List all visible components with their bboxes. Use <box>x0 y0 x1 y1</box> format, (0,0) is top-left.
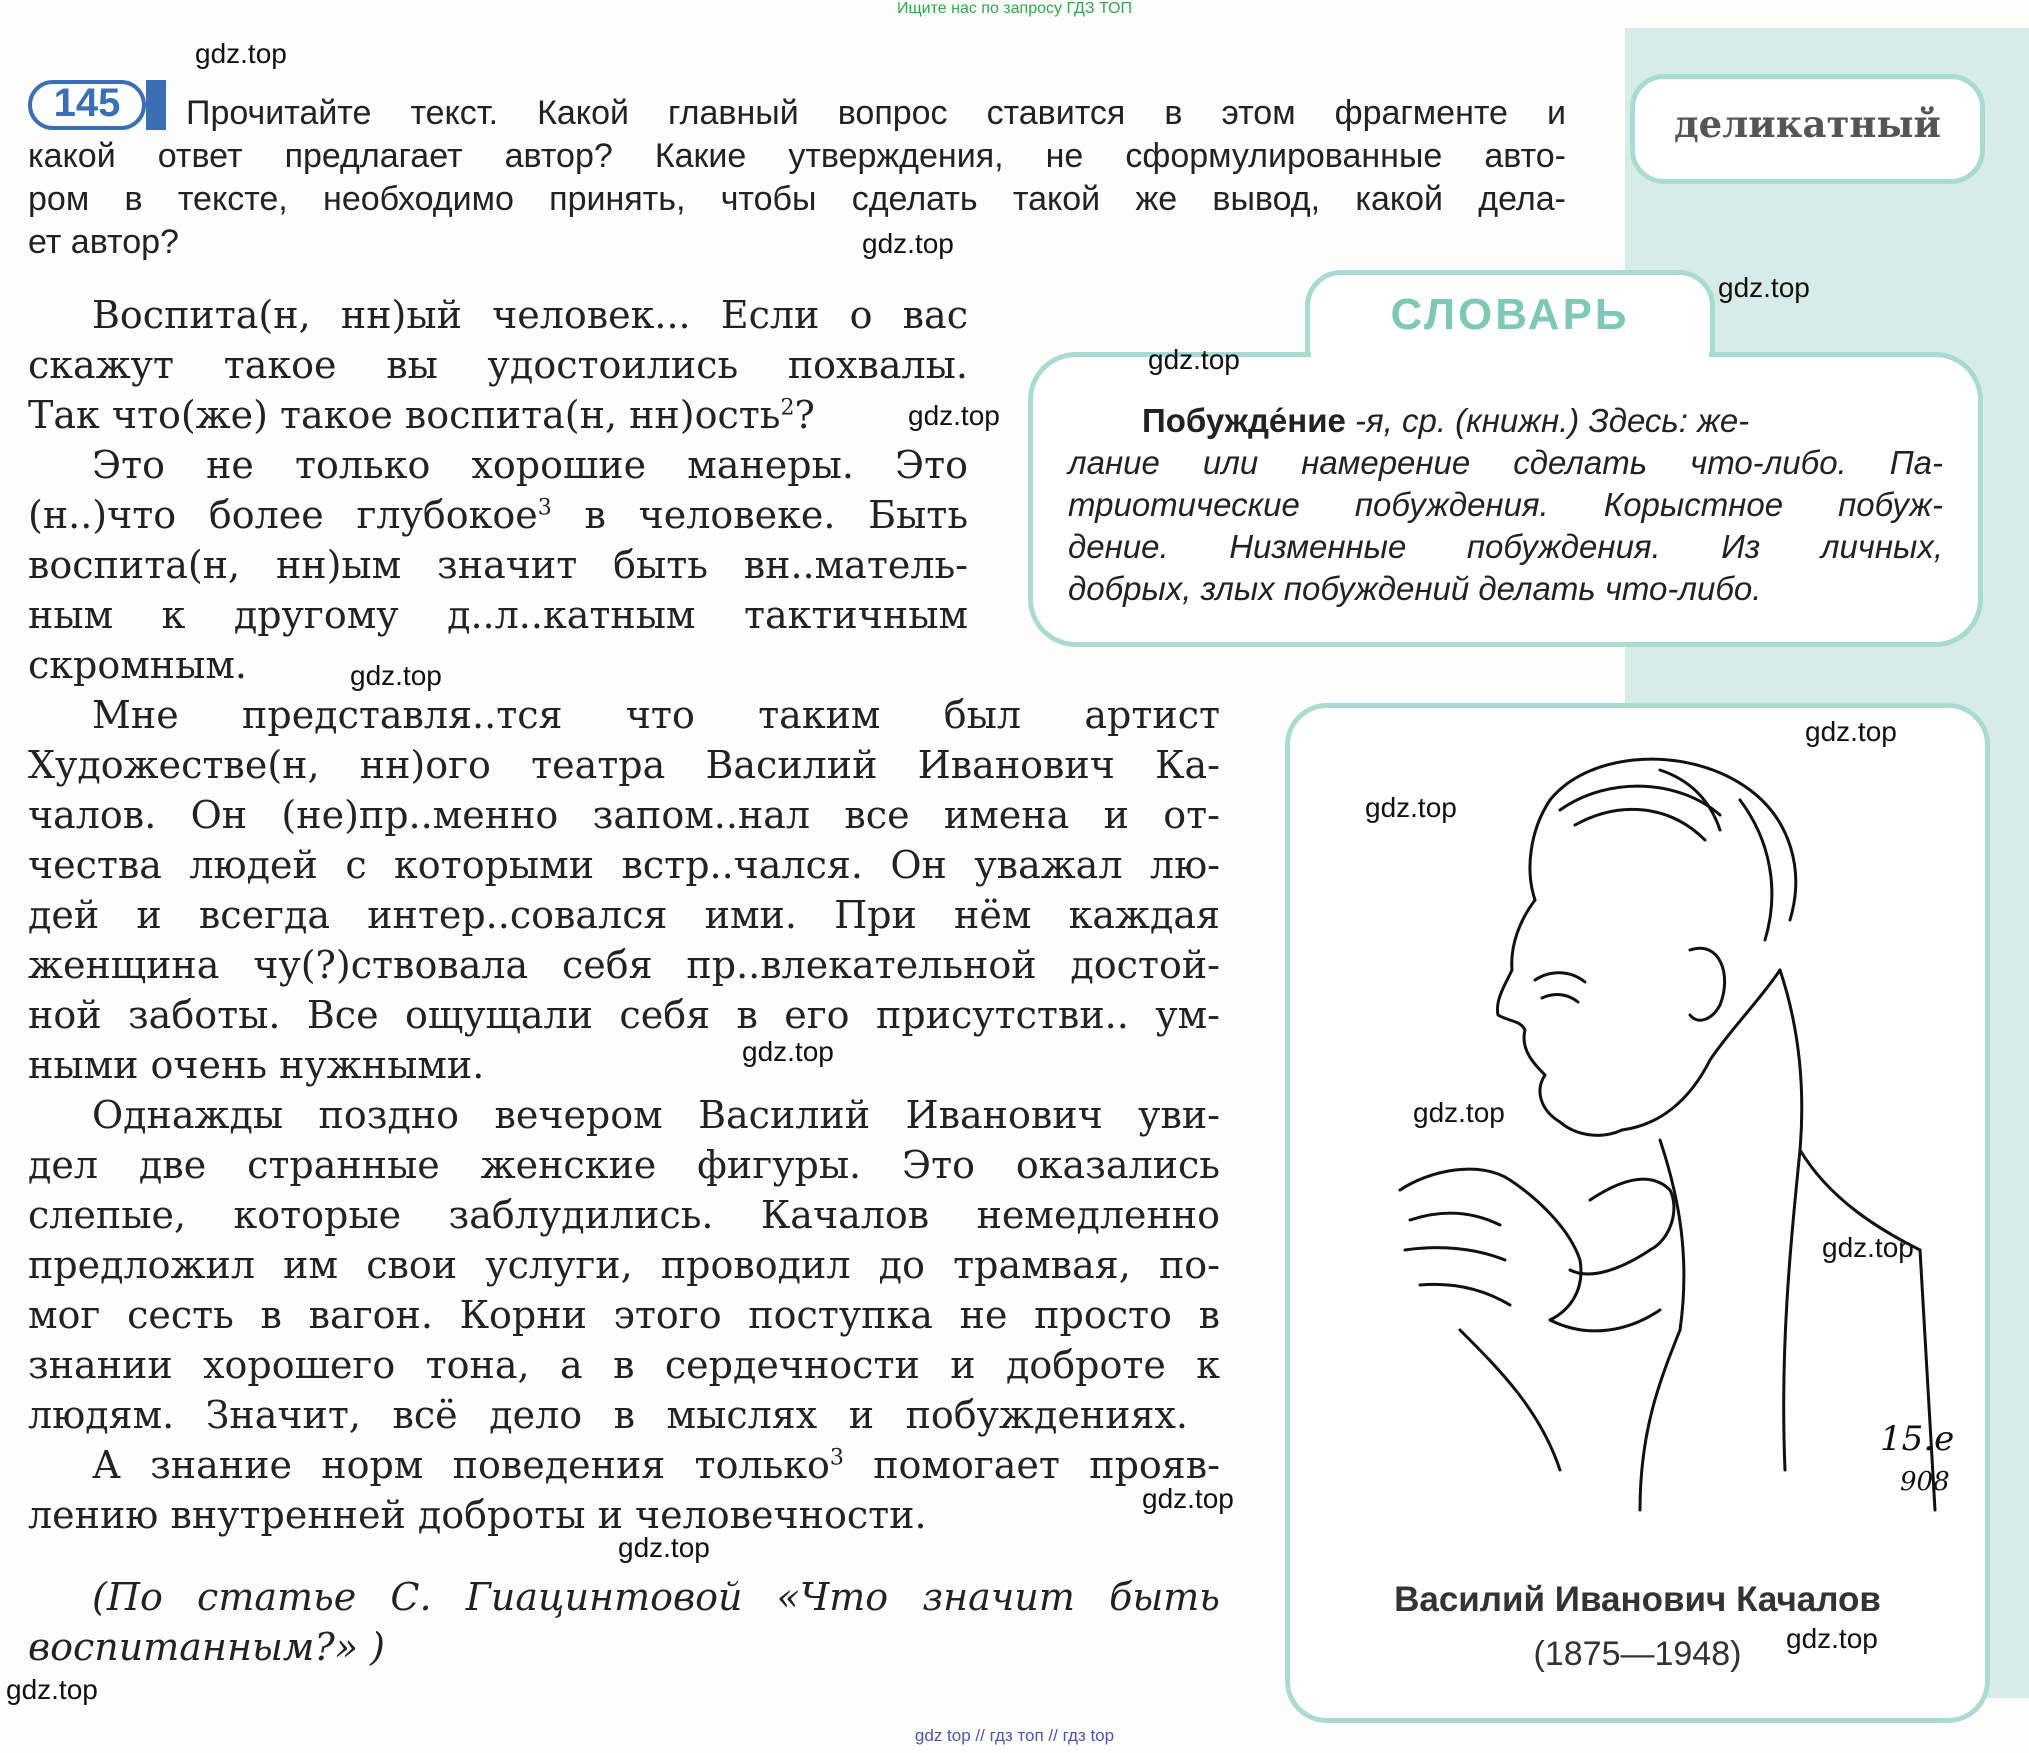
text-fragment: (н..)что более глубокое <box>28 493 538 537</box>
watermark: gdz.top <box>742 1036 834 1067</box>
text-line: чалов. Он (не)пр..менно запом..нал все имена и от- <box>28 793 1220 837</box>
text-line: Художестве(н, нн)ого театра Василий Иванович Ка- <box>28 743 1220 787</box>
vocabulary-line-1-text: -я, ср. (книжн.) Здесь: же- <box>1345 402 1750 439</box>
watermark: gdz.top <box>1142 1483 1234 1514</box>
portrait-years: (1875—1948) <box>1533 1635 1742 1673</box>
text-line: ным к другому д..л..катным тактичным <box>28 593 968 637</box>
vocabulary-tab-joint <box>1311 345 1709 359</box>
vocabulary-line-1 <box>1142 400 1942 442</box>
portrait-signature-date: 908 <box>1900 1467 1950 1497</box>
watermark: gdz.top <box>1822 1232 1914 1263</box>
word-bubble-text: деликатный <box>1674 102 1941 146</box>
text-line: ными очень нужными. <box>28 1043 485 1087</box>
watermark: gdz.top <box>1805 716 1897 747</box>
bottom-banner[interactable]: gdz top // гдз топ // гдз top <box>914 1726 1115 1745</box>
text-line <box>28 390 815 440</box>
watermark: gdz.top <box>618 1532 710 1563</box>
text-fragment: Так что(же) такое воспита(н, нн)ость <box>28 393 781 437</box>
text-line: ной заботы. Все ощущали себя в его присутстви.. ум- <box>28 993 1220 1037</box>
watermark: gdz.top <box>195 38 287 69</box>
instruction-line-1: Прочитайте текст. Какой главный вопрос ставится в этом фрагменте и <box>186 94 1566 132</box>
task-number: 145 <box>53 81 121 125</box>
portrait-name: Василий Иванович Качалов <box>1394 1580 1881 1619</box>
footnote-mark: 3 <box>829 1445 844 1471</box>
top-banner[interactable]: Ищите нас по запросу ГДЗ ТОП <box>897 0 1132 17</box>
text-line: людям. Значит, всё дело в мыслях и побуждениях. <box>28 1393 1188 1437</box>
instruction-line-4: ет автор? <box>28 223 179 261</box>
text-line: скажут такое вы удостоились похвалы. <box>28 343 968 387</box>
watermark: gdz.top <box>6 1674 98 1705</box>
text-line <box>28 490 968 540</box>
vocabulary-headword: Побужде́ние <box>1142 402 1346 439</box>
text-line: дей и всегда интер..совался ими. При нём каждая <box>28 893 1220 937</box>
watermark: gdz.top <box>908 400 1000 431</box>
vocabulary-line-4: дение. Низменные побуждения. Из личных, <box>1068 528 1943 565</box>
text-line: Воспита(н, нн)ый человек... Если о вас <box>92 293 968 337</box>
source-line: воспитанным?» ) <box>28 1625 385 1669</box>
text-fragment: помогает прояв- <box>843 1443 1220 1487</box>
text-line: Это не только хорошие манеры. Это <box>92 443 968 487</box>
text-line: слепые, которые заблудились. Качалов немедленно <box>28 1193 1220 1237</box>
footnote-mark: 3 <box>537 495 552 521</box>
instruction-line-2: какой ответ предлагает автор? Какие утверждения, не сформулированные авто- <box>28 137 1566 175</box>
vocabulary-title: СЛОВАРЬ <box>1390 290 1630 339</box>
text-fragment: в человеке. Быть <box>551 493 969 537</box>
watermark: gdz.top <box>1413 1097 1505 1128</box>
text-line: знании хорошего тона, а в сердечности и доброте к <box>28 1343 1220 1387</box>
text-line: дел две странные женские фигуры. Это оказались <box>28 1143 1220 1187</box>
text-line: воспита(н, нн)ым значит быть вн..матель- <box>28 543 968 587</box>
text-line: Мне представля..тся что таким был артист <box>92 693 1220 737</box>
vocabulary-line-3: триотические побуждения. Корыстное побуж- <box>1068 486 1943 523</box>
footnote-mark: 2 <box>780 395 795 421</box>
text-line: Однажды поздно вечером Василий Иванович уви- <box>92 1093 1220 1137</box>
watermark: gdz.top <box>1786 1623 1878 1654</box>
watermark: gdz.top <box>1718 272 1810 303</box>
text-line <box>92 1440 1220 1490</box>
vocabulary-line-5: добрых, злых побуждений делать что-либо. <box>1068 570 1762 607</box>
text-line: лению внутренней доброты и человечности. <box>28 1493 927 1537</box>
portrait-signature: 15.e <box>1880 1419 1955 1459</box>
vocabulary-line-2: лание или намерение сделать что-либо. Па- <box>1068 444 1943 481</box>
task-number-tab <box>146 80 166 130</box>
text-line: скромным. <box>28 643 248 687</box>
text-line: чества людей с которыми встр..чался. Он уважал лю- <box>28 843 1220 887</box>
text-line: женщина чу(?)ствовала себя пр..влекательной достой- <box>28 943 1220 987</box>
text-fragment: А знание норм поведения только <box>92 1443 830 1487</box>
instruction-line-3: ром в тексте, необходимо принять, чтобы сделать такой же вывод, какой дела- <box>28 180 1566 218</box>
source-line: (По статье С. Гиацинтовой «Что значит быть <box>92 1575 1220 1619</box>
watermark: gdz.top <box>862 228 954 259</box>
watermark: gdz.top <box>1365 792 1457 823</box>
watermark: gdz.top <box>1148 344 1240 375</box>
text-line: предложил им свои услуги, проводил до трамвая, по- <box>28 1243 1220 1287</box>
watermark: gdz.top <box>350 660 442 691</box>
text-fragment: ? <box>794 393 815 437</box>
portrait-drawing <box>1360 730 1960 1550</box>
text-line: мог сесть в вагон. Корни этого поступка не просто в <box>28 1293 1220 1337</box>
